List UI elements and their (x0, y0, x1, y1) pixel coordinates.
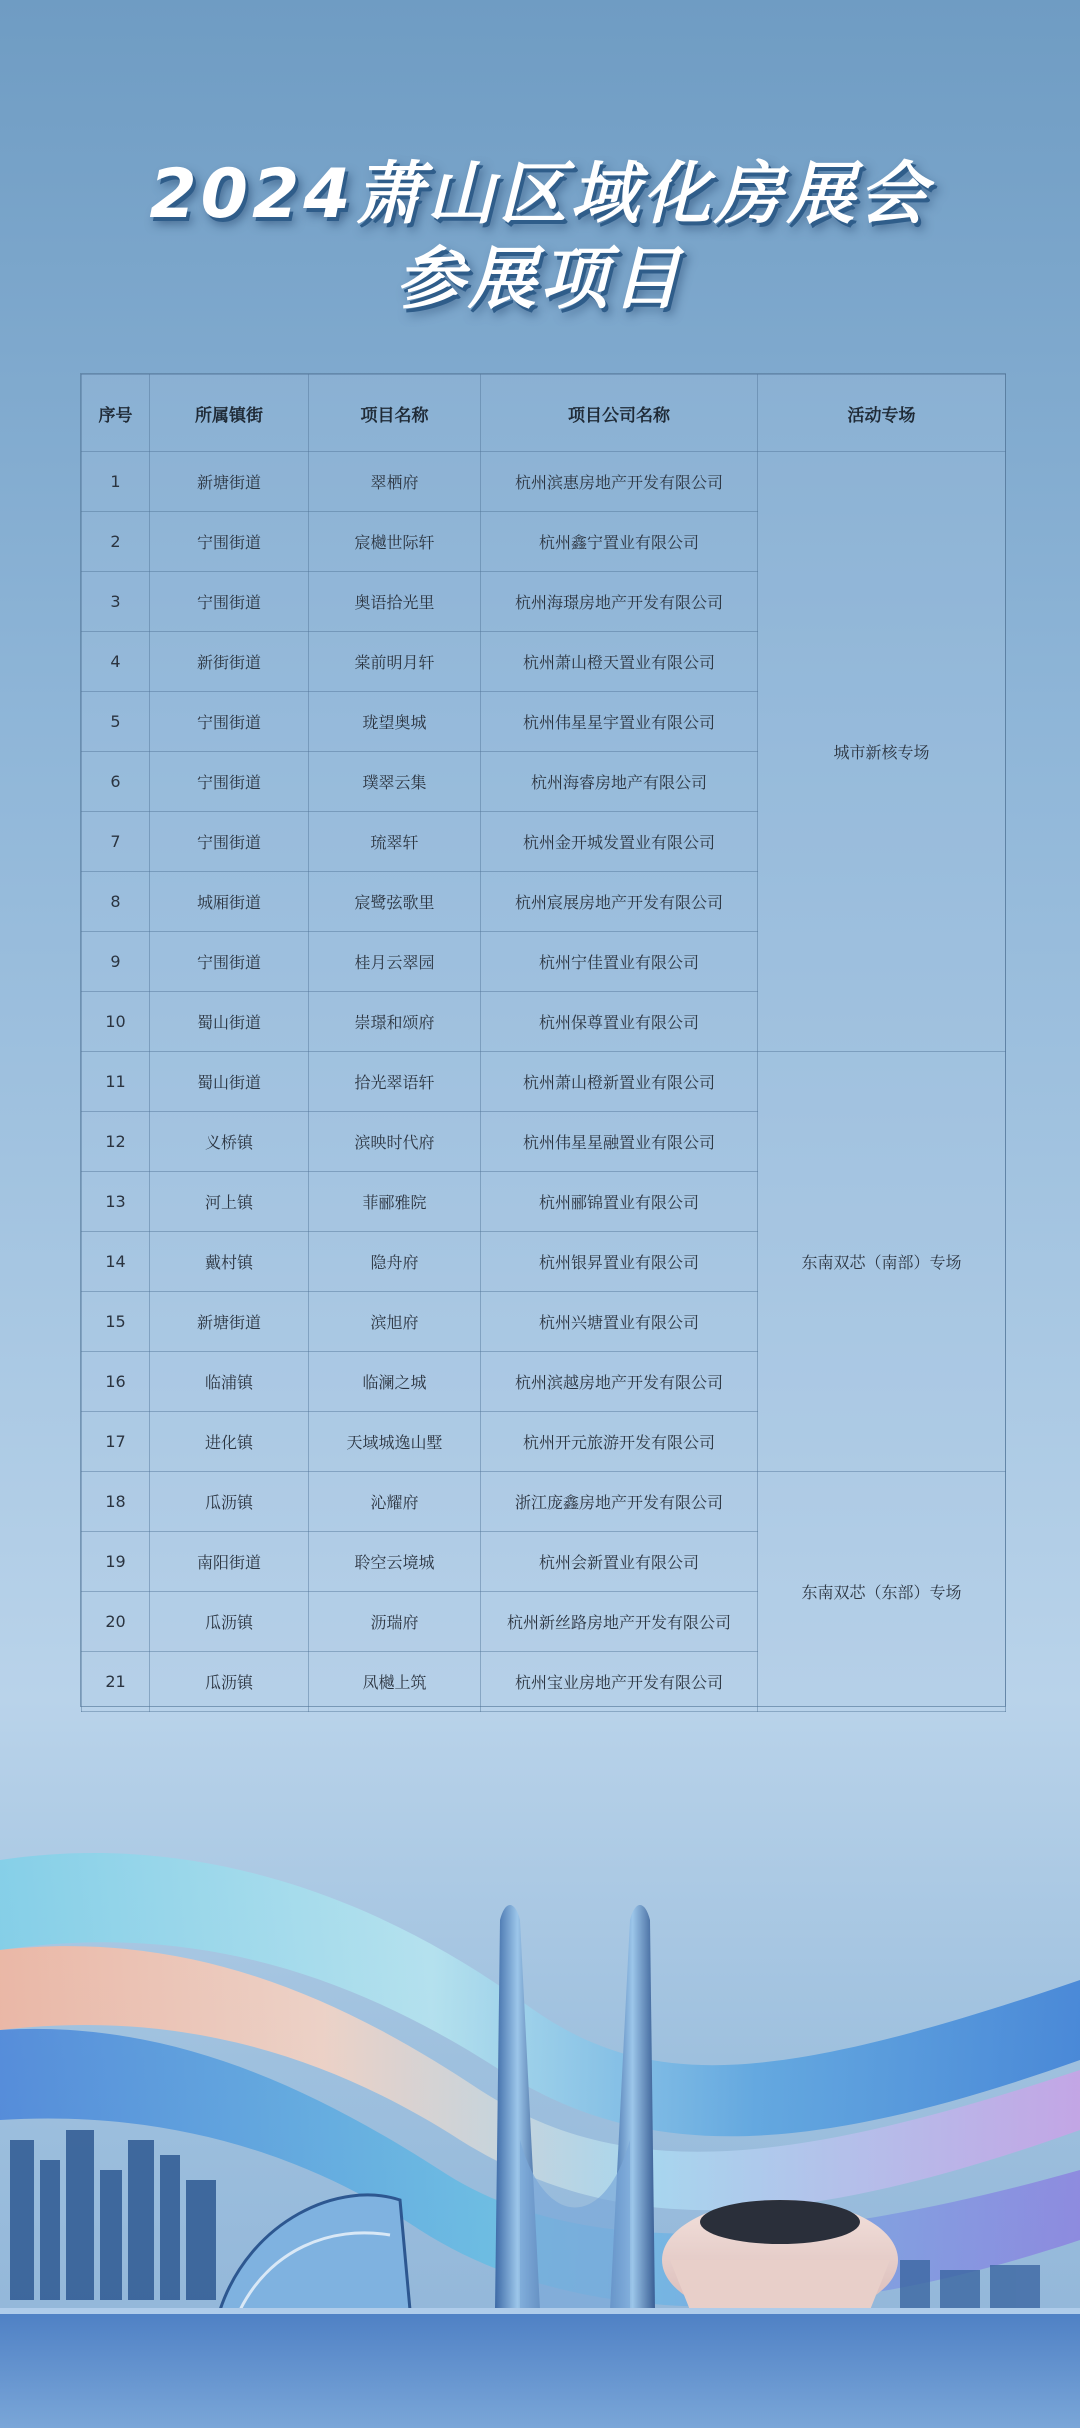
cell-project: 桂月云翠园 (309, 932, 481, 992)
cell-project: 宸樾世际轩 (309, 512, 481, 572)
cell-company: 杭州宸展房地产开发有限公司 (481, 872, 758, 932)
cell-project: 沁耀府 (309, 1472, 481, 1532)
cell-town: 蜀山街道 (150, 1052, 309, 1112)
skyline-illustration (0, 1840, 1080, 2428)
cell-project: 拾光翠语轩 (309, 1052, 481, 1112)
table-row (82, 1052, 1006, 1112)
cell-project: 临澜之城 (309, 1352, 481, 1412)
cell-project: 菲郦雅院 (309, 1172, 481, 1232)
cell-company: 杭州宝业房地产开发有限公司 (481, 1652, 758, 1712)
cell-town: 宁围街道 (150, 932, 309, 992)
cell-no: 17 (82, 1412, 150, 1472)
cell-company: 杭州兴塘置业有限公司 (481, 1292, 758, 1352)
cell-project: 琉翠轩 (309, 812, 481, 872)
cell-project: 滨映时代府 (309, 1112, 481, 1172)
cell-company: 杭州伟星星融置业有限公司 (481, 1112, 758, 1172)
cell-company: 浙江庞鑫房地产开发有限公司 (481, 1472, 758, 1532)
cell-company: 杭州保尊置业有限公司 (481, 992, 758, 1052)
cell-no: 3 (82, 572, 150, 632)
cell-company: 杭州宁佳置业有限公司 (481, 932, 758, 992)
project-table (81, 374, 1006, 1712)
cell-no: 13 (82, 1172, 150, 1232)
cell-company: 杭州新丝路房地产开发有限公司 (481, 1592, 758, 1652)
cell-no: 10 (82, 992, 150, 1052)
cell-town: 宁围街道 (150, 572, 309, 632)
cell-town: 宁围街道 (150, 752, 309, 812)
cell-company: 杭州萧山橙天置业有限公司 (481, 632, 758, 692)
cell-company: 杭州金开城发置业有限公司 (481, 812, 758, 872)
header-company: 项目公司名称 (481, 375, 758, 452)
cell-no: 4 (82, 632, 150, 692)
cell-company: 杭州开元旅游开发有限公司 (481, 1412, 758, 1472)
cell-town: 城厢街道 (150, 872, 309, 932)
cell-no: 9 (82, 932, 150, 992)
cell-town: 宁围街道 (150, 692, 309, 752)
cell-company: 杭州滨越房地产开发有限公司 (481, 1352, 758, 1412)
stadium (662, 2200, 898, 2320)
cell-no: 15 (82, 1292, 150, 1352)
cell-project: 奥语拾光里 (309, 572, 481, 632)
table-row (82, 452, 1006, 512)
table-header-row (82, 375, 1006, 452)
cell-project: 沥瑞府 (309, 1592, 481, 1652)
cell-company: 杭州银昇置业有限公司 (481, 1232, 758, 1292)
project-table-container (80, 373, 1006, 1707)
cell-project: 翠栖府 (309, 452, 481, 512)
header-project: 项目名称 (309, 375, 481, 452)
cell-town: 宁围街道 (150, 512, 309, 572)
page-title-line2: 参展项目 (395, 240, 684, 319)
cell-company: 杭州郦锦置业有限公司 (481, 1172, 758, 1232)
cell-town: 新塘街道 (150, 452, 309, 512)
cell-no: 6 (82, 752, 150, 812)
cell-town: 戴村镇 (150, 1232, 309, 1292)
cell-town: 临浦镇 (150, 1352, 309, 1412)
cell-no: 12 (82, 1112, 150, 1172)
cell-no: 18 (82, 1472, 150, 1532)
cell-no: 11 (82, 1052, 150, 1112)
cell-town: 新塘街道 (150, 1292, 309, 1352)
cell-project: 珑望奥城 (309, 692, 481, 752)
cell-town: 瓜沥镇 (150, 1592, 309, 1652)
cell-town: 瓜沥镇 (150, 1472, 309, 1532)
cell-company: 杭州伟星星宇置业有限公司 (481, 692, 758, 752)
cell-project: 滨旭府 (309, 1292, 481, 1352)
cell-company: 杭州会新置业有限公司 (481, 1532, 758, 1592)
ground-base (0, 2308, 1080, 2428)
cell-no: 7 (82, 812, 150, 872)
left-buildings (10, 2130, 216, 2300)
header-town: 所属镇街 (150, 375, 309, 452)
page-title-line1: 2024萧山区域化房展会 (149, 155, 931, 234)
cell-no: 14 (82, 1232, 150, 1292)
cell-project: 璞翠云集 (309, 752, 481, 812)
cell-project: 天域城逸山墅 (309, 1412, 481, 1472)
cell-project: 棠前明月轩 (309, 632, 481, 692)
cell-company: 杭州海璟房地产开发有限公司 (481, 572, 758, 632)
cell-town: 进化镇 (150, 1412, 309, 1472)
cell-project: 崇璟和颂府 (309, 992, 481, 1052)
cell-project: 宸鹭弦歌里 (309, 872, 481, 932)
cell-town: 瓜沥镇 (150, 1652, 309, 1712)
cell-project: 隐舟府 (309, 1232, 481, 1292)
header-zone: 活动专场 (758, 375, 1006, 452)
cell-town: 宁围街道 (150, 812, 309, 872)
cell-zone: 城市新核专场 (758, 452, 1006, 1052)
cell-company: 杭州萧山橙新置业有限公司 (481, 1052, 758, 1112)
cell-project: 聆空云境城 (309, 1532, 481, 1592)
cell-project: 凤樾上筑 (309, 1652, 481, 1712)
cell-no: 8 (82, 872, 150, 932)
cell-zone: 东南双芯（南部）专场 (758, 1052, 1006, 1472)
header-no: 序号 (82, 375, 150, 452)
cell-no: 19 (82, 1532, 150, 1592)
cell-no: 21 (82, 1652, 150, 1712)
cell-no: 2 (82, 512, 150, 572)
cell-no: 5 (82, 692, 150, 752)
cell-company: 杭州海睿房地产有限公司 (481, 752, 758, 812)
cell-company: 杭州鑫宁置业有限公司 (481, 512, 758, 572)
cell-no: 1 (82, 452, 150, 512)
cell-town: 蜀山街道 (150, 992, 309, 1052)
cell-town: 南阳街道 (150, 1532, 309, 1592)
cell-zone: 东南双芯（东部）专场 (758, 1472, 1006, 1712)
cell-town: 河上镇 (150, 1172, 309, 1232)
cell-town: 义桥镇 (150, 1112, 309, 1172)
table-row (82, 1472, 1006, 1532)
cell-no: 16 (82, 1352, 150, 1412)
cell-no: 20 (82, 1592, 150, 1652)
cell-company: 杭州滨惠房地产开发有限公司 (481, 452, 758, 512)
cell-town: 新街街道 (150, 632, 309, 692)
